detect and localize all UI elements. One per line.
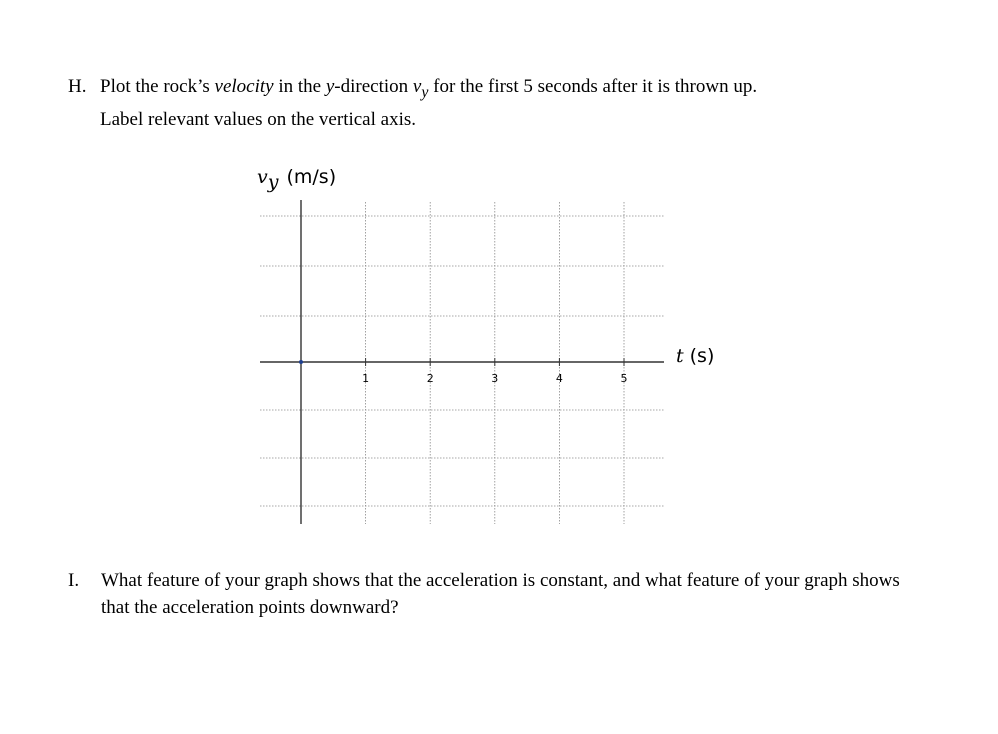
x-tick-label: 3 — [491, 372, 499, 385]
math-v: v — [412, 76, 422, 97]
y-axis-units: (m/s) — [286, 166, 337, 188]
graph-axes — [260, 200, 664, 524]
question-h-emphasis: velocity — [214, 76, 274, 97]
y-axis-subscript: y — [267, 171, 279, 193]
math-v-subscript: y — [421, 83, 429, 101]
x-tick-label: 5 — [620, 372, 628, 385]
origin-point — [299, 360, 303, 364]
math-y: y — [325, 76, 335, 97]
x-tick-label: 1 — [362, 372, 370, 385]
question-i-marker: I. — [68, 570, 80, 591]
question-h-text-part: in the — [273, 76, 326, 97]
x-axis-units: (s) — [689, 345, 715, 367]
question-h-text-part: for the first 5 seconds after it is thrown up. — [428, 76, 758, 97]
question-h-line-2: Label relevant values on the vertical axis. — [100, 108, 417, 130]
x-tick-label: 2 — [426, 372, 434, 385]
question-i-text: What feature of your graph shows that the acceleration is constant, and what feature of your graph shows that the acceleration points downward? — [101, 570, 900, 618]
x-tick-label: 4 — [555, 372, 563, 385]
question-h-text-part: Plot the rock’s — [100, 76, 215, 97]
x-axis-label — [676, 345, 714, 367]
x-axis-symbol: t — [676, 345, 684, 367]
question-h-marker: H. — [68, 76, 87, 97]
graph-grid — [260, 202, 664, 524]
y-axis-symbol: v — [257, 166, 268, 188]
question-h-text-part: -direction — [334, 76, 413, 97]
y-axis-label — [257, 166, 336, 193]
question-i — [68, 567, 908, 627]
